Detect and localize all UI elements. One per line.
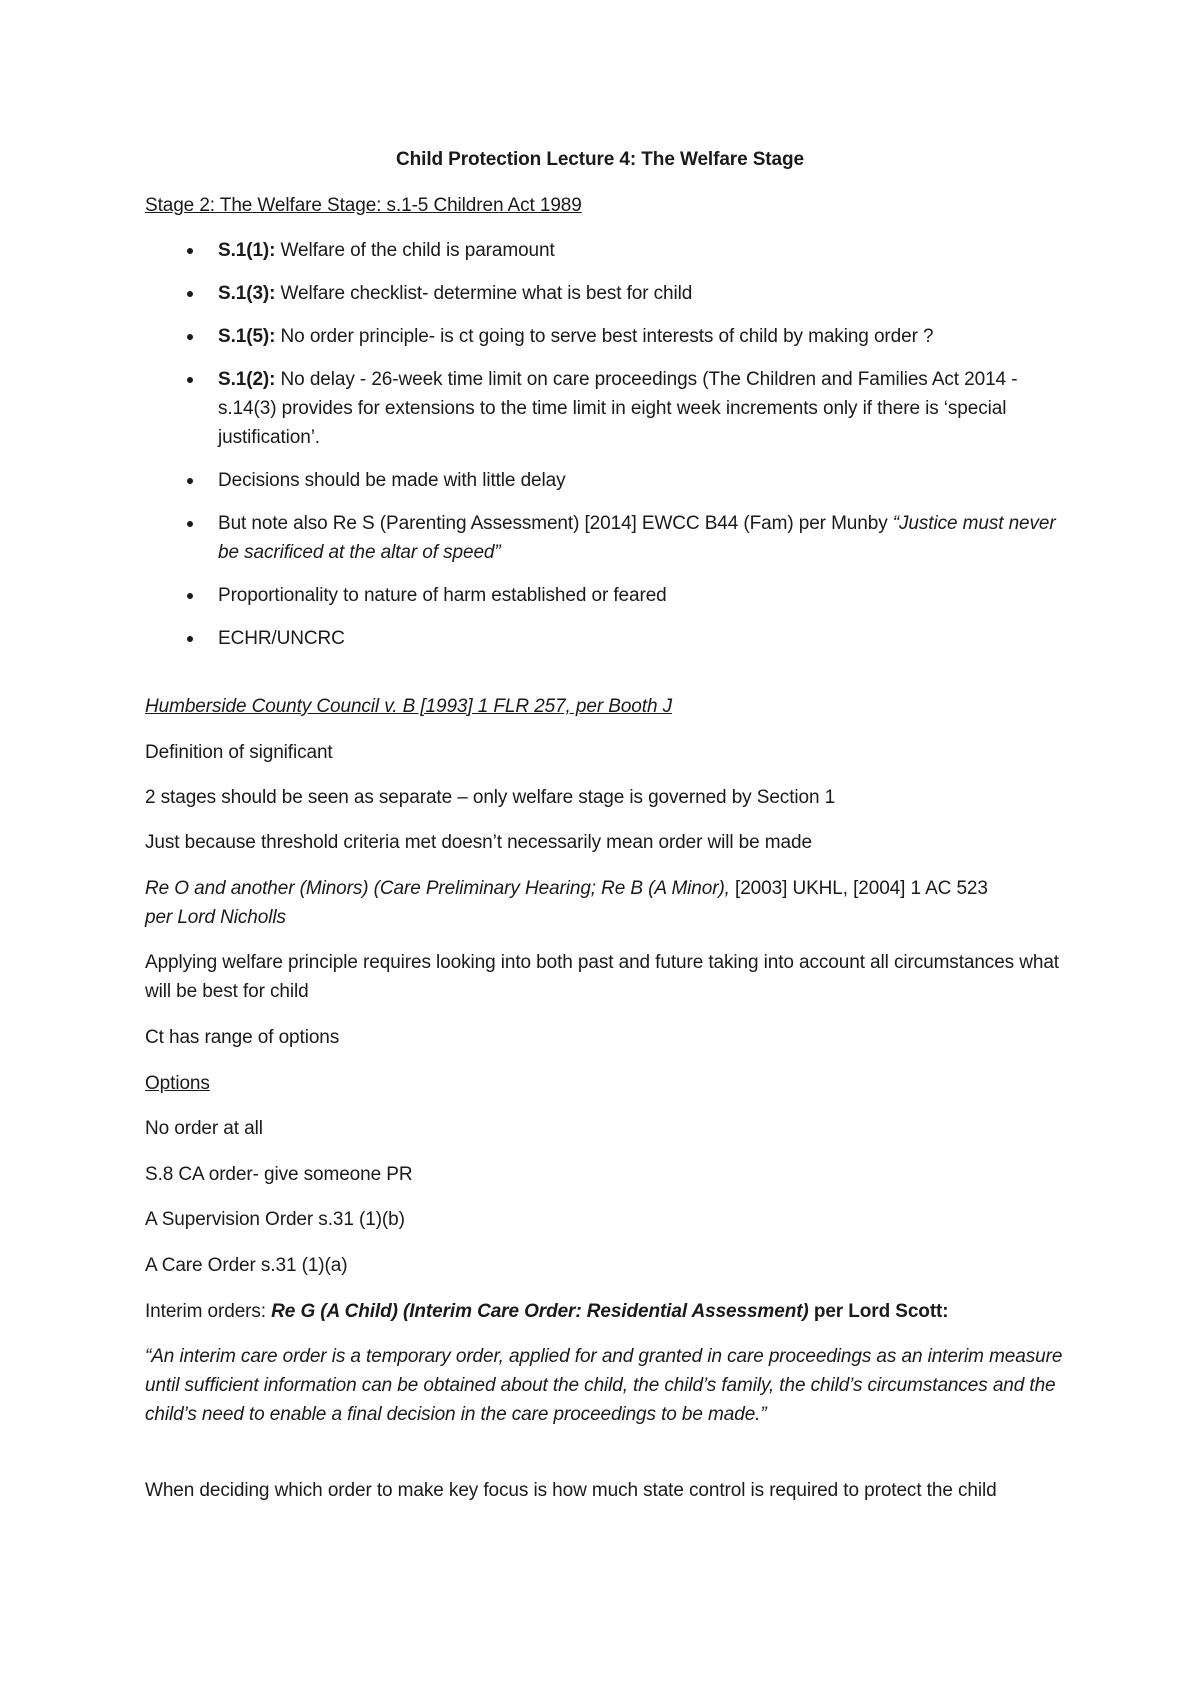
page-title: Child Protection Lecture 4: The Welfare Stage (396, 149, 804, 170)
interim-label: Interim orders: (145, 1301, 272, 1322)
welfare-bullet-list (145, 236, 1065, 653)
bullet-item (145, 322, 1065, 351)
bullet-item (145, 236, 1065, 265)
interim-order-quote: “An interim care order is a temporary order, applied for and granted in care proceedings as an interim measure until sufficient information can be obtained about the child, the child’s family, the child’s circumstances and the child’s need to enable a final decision in the care proceedings to be made.” (145, 1346, 1063, 1425)
bullet-text: Welfare checklist- determine what is best for child (275, 283, 693, 304)
bullet-section-ref: S.1(2): (218, 369, 276, 390)
bullet-dot-icon (187, 248, 193, 254)
definition-line: Definition of significant (145, 742, 333, 763)
bullet-item (145, 581, 1065, 610)
bullet-dot-icon (187, 478, 193, 484)
bullet-item (145, 365, 1065, 452)
options-heading: Options (145, 1073, 210, 1094)
case-citation-re-o (145, 874, 1065, 932)
interim-judge: per Lord Scott: (808, 1301, 949, 1322)
bullet-section-ref: S.1(1): (218, 240, 276, 261)
bullet-section-ref: S.1(3): (218, 283, 276, 304)
bullet-dot-icon (187, 636, 193, 642)
case-reference: [2003] UKHL, [2004] 1 AC 523 (729, 878, 988, 899)
bullet-text: No order principle- is ct going to serve best interests of child by making order ? (275, 326, 934, 347)
case-judge: per Lord Nicholls (145, 907, 286, 928)
bullet-dot-icon (187, 291, 193, 297)
bullet-dot-icon (187, 521, 193, 527)
stage-heading: Stage 2: The Welfare Stage: s.1-5 Children Act 1989 (145, 195, 582, 216)
threshold-line: Just because threshold criteria met doesn’t necessarily mean order will be made (145, 832, 812, 853)
option-item: A Care Order s.31 (1)(a) (145, 1255, 348, 1276)
option-item: A Supervision Order s.31 (1)(b) (145, 1209, 405, 1230)
bullet-text: Proportionality to nature of harm established or feared (218, 585, 667, 606)
two-stages-line: 2 stages should be seen as separate – only welfare stage is governed by Section 1 (145, 787, 836, 808)
bullet-text: Welfare of the child is paramount (275, 240, 555, 261)
applying-principle-paragraph: Applying welfare principle requires looking into both past and future taking into account all circumstances what will be best for child (145, 952, 1059, 1002)
bullet-item (145, 624, 1065, 653)
range-of-options-line: Ct has range of options (145, 1027, 340, 1048)
bullet-text: No delay - 26-week time limit on care proceedings (The Children and Families Act 2014 - s.14(3) provides for extensions to the time limit in eight week increments only if there is ‘special justification’. (218, 369, 1018, 448)
case-name: Re O and another (Minors) (Care Preliminary Hearing; Re B (A Minor), (145, 878, 730, 899)
interim-orders-line (145, 1297, 1065, 1326)
bullet-item (145, 509, 1065, 567)
bullet-section-ref: S.1(5): (218, 326, 276, 347)
case-citation-humberside: Humberside County Council v. B [1993] 1 FLR 257, per Booth J (145, 696, 672, 717)
option-item: S.8 CA order- give someone PR (145, 1164, 413, 1185)
bullet-text: ECHR/UNCRC (218, 628, 345, 649)
bullet-quote: “Justice must never be sacrificed at the altar of speed” (218, 513, 1056, 563)
closing-paragraph: When deciding which order to make key focus is how much state control is required to protect the child (145, 1480, 997, 1501)
bullet-dot-icon (187, 334, 193, 340)
bullet-item (145, 279, 1065, 308)
bullet-text: But note also Re S (Parenting Assessment) [2014] EWCC B44 (Fam) per Munby (218, 513, 893, 534)
bullet-dot-icon (187, 593, 193, 599)
bullet-text: Decisions should be made with little delay (218, 470, 566, 491)
bullet-dot-icon (187, 377, 193, 383)
interim-case-name: Re G (A Child) (Interim Care Order: Residential Assessment) (271, 1301, 809, 1322)
bullet-item (145, 466, 1065, 495)
option-item: No order at all (145, 1118, 263, 1139)
